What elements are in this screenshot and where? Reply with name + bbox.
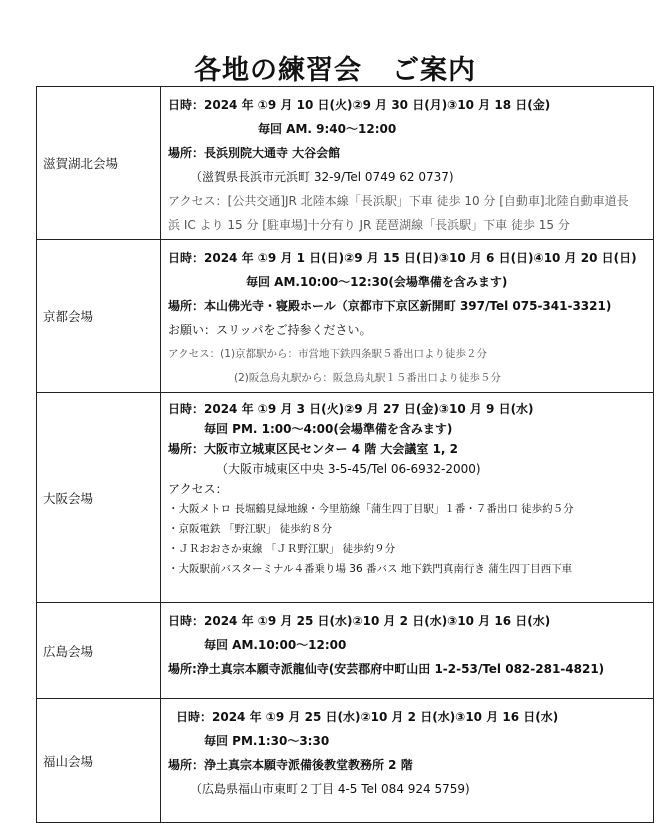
venue-dates: 日時：2024 年 ①9 月 25 日(水)②10 月 2 日(水)③10 月 16 日(水)	[176, 710, 559, 724]
venue-name: 滋賀湖北会場	[37, 87, 161, 240]
venue-table	[36, 86, 654, 823]
venue-details	[161, 240, 654, 393]
venue-address: （滋賀県長浜市元浜町 32-9/Tel 0749 62 0737)	[190, 170, 454, 184]
table-row	[37, 603, 654, 699]
venue-place: 場所：大阪市立城東区民センター 4 階 大会議室 1, 2	[168, 442, 459, 456]
venue-name: 京都会場	[37, 240, 161, 393]
venue-name: 大阪会場	[37, 393, 161, 603]
venue-access: アクセス：[公共交通]JR 北陸本線「長浜駅」下車 徒歩 10 分 [自動車]北陸自動車道長	[168, 194, 629, 208]
venue-time: 毎回 AM.10:00～12:30(会場準備を含みます)	[246, 275, 508, 289]
venue-details	[161, 699, 654, 823]
venue-access: (2)阪急烏丸駅から：阪急烏丸駅１５番出口より徒歩５分	[234, 372, 501, 384]
venue-name: 広島会場	[37, 603, 161, 699]
venue-time: 毎回 AM.10:00～12:00	[204, 638, 347, 652]
venue-place: 場所：長浜別院大通寺 大谷会館	[168, 146, 341, 160]
venue-details	[161, 87, 654, 240]
venue-details	[161, 603, 654, 699]
venue-access: アクセス：(1)京都駅から：市営地下鉄四条駅５番出口より徒歩２分	[168, 348, 488, 360]
title-sub: ご案内	[392, 55, 476, 86]
access-item: ・ＪＲおおさか東線 「ＪＲ野江駅」 徒歩約９分	[168, 543, 396, 555]
venue-dates: 日時：2024 年 ①9 月 1 日(日)②9 月 15 日(日)③10 月 6 日(日)④10 月 20 日(日)	[168, 251, 637, 265]
venue-place: 場所：浄土真宗本願寺派備後教堂教務所 2 階	[168, 758, 413, 772]
venue-details	[161, 393, 654, 603]
venue-dates: 日時：2024 年 ①9 月 3 日(火)②9 月 27 日(金)③10 月 9 日(水)	[168, 402, 534, 416]
venue-place: 場所:浄土真宗本願寺派龍仙寺(安芸郡府中町山田 1-2-53/Tel 082-281-4821)	[168, 662, 605, 676]
venue-time: 毎回 PM. 1:00～4:00(会場準備を含みます)	[204, 422, 453, 436]
venue-time: 毎回 AM. 9:40～12:00	[258, 122, 397, 136]
table-row	[37, 87, 654, 240]
venue-time: 毎回 PM.1:30～3:30	[204, 734, 330, 748]
venue-address: （広島県福山市東町２丁目 4-5 Tel 084 924 5759)	[190, 782, 470, 796]
venue-request: お願い：スリッパをご持参ください。	[168, 323, 372, 337]
venue-name: 福山会場	[37, 699, 161, 823]
table-row	[37, 393, 654, 603]
table-row	[37, 240, 654, 393]
access-label: アクセス：	[168, 482, 228, 496]
title-main: 各地の練習会	[194, 55, 362, 86]
page-title	[0, 48, 670, 87]
venue-dates: 日時：2024 年 ①9 月 10 日(火)②9 月 30 日(月)③10 月 18 日(金)	[168, 98, 551, 112]
venue-dates: 日時：2024 年 ①9 月 25 日(水)②10 月 2 日(水)③10 月 16 日(水)	[168, 614, 551, 628]
venue-address: （大阪市城東区中央 3-5-45/Tel 06-6932-2000)	[216, 462, 481, 476]
venue-place: 場所：本山佛光寺・寝殿ホール（京都市下京区新開町 397/Tel 075-341-3321)	[168, 299, 612, 313]
venue-access: 浜 IC より 15 分 [駐車場]十分有り JR 琵琶湖線「長浜駅」下車 徒歩 15 分	[168, 218, 570, 232]
table-row	[37, 699, 654, 823]
access-item: ・京阪電鉄 「野江駅」 徒歩約８分	[168, 523, 333, 535]
access-item: ・大阪メトロ 長堀鶴見緑地線・今里筋線「蒲生四丁目駅」１番・７番出口 徒歩約５分	[168, 503, 574, 515]
access-item: ・大阪駅前バスターミナル４番乗り場 36 番バス 地下鉄門真南行き 蒲生四丁目西下車	[168, 563, 573, 575]
